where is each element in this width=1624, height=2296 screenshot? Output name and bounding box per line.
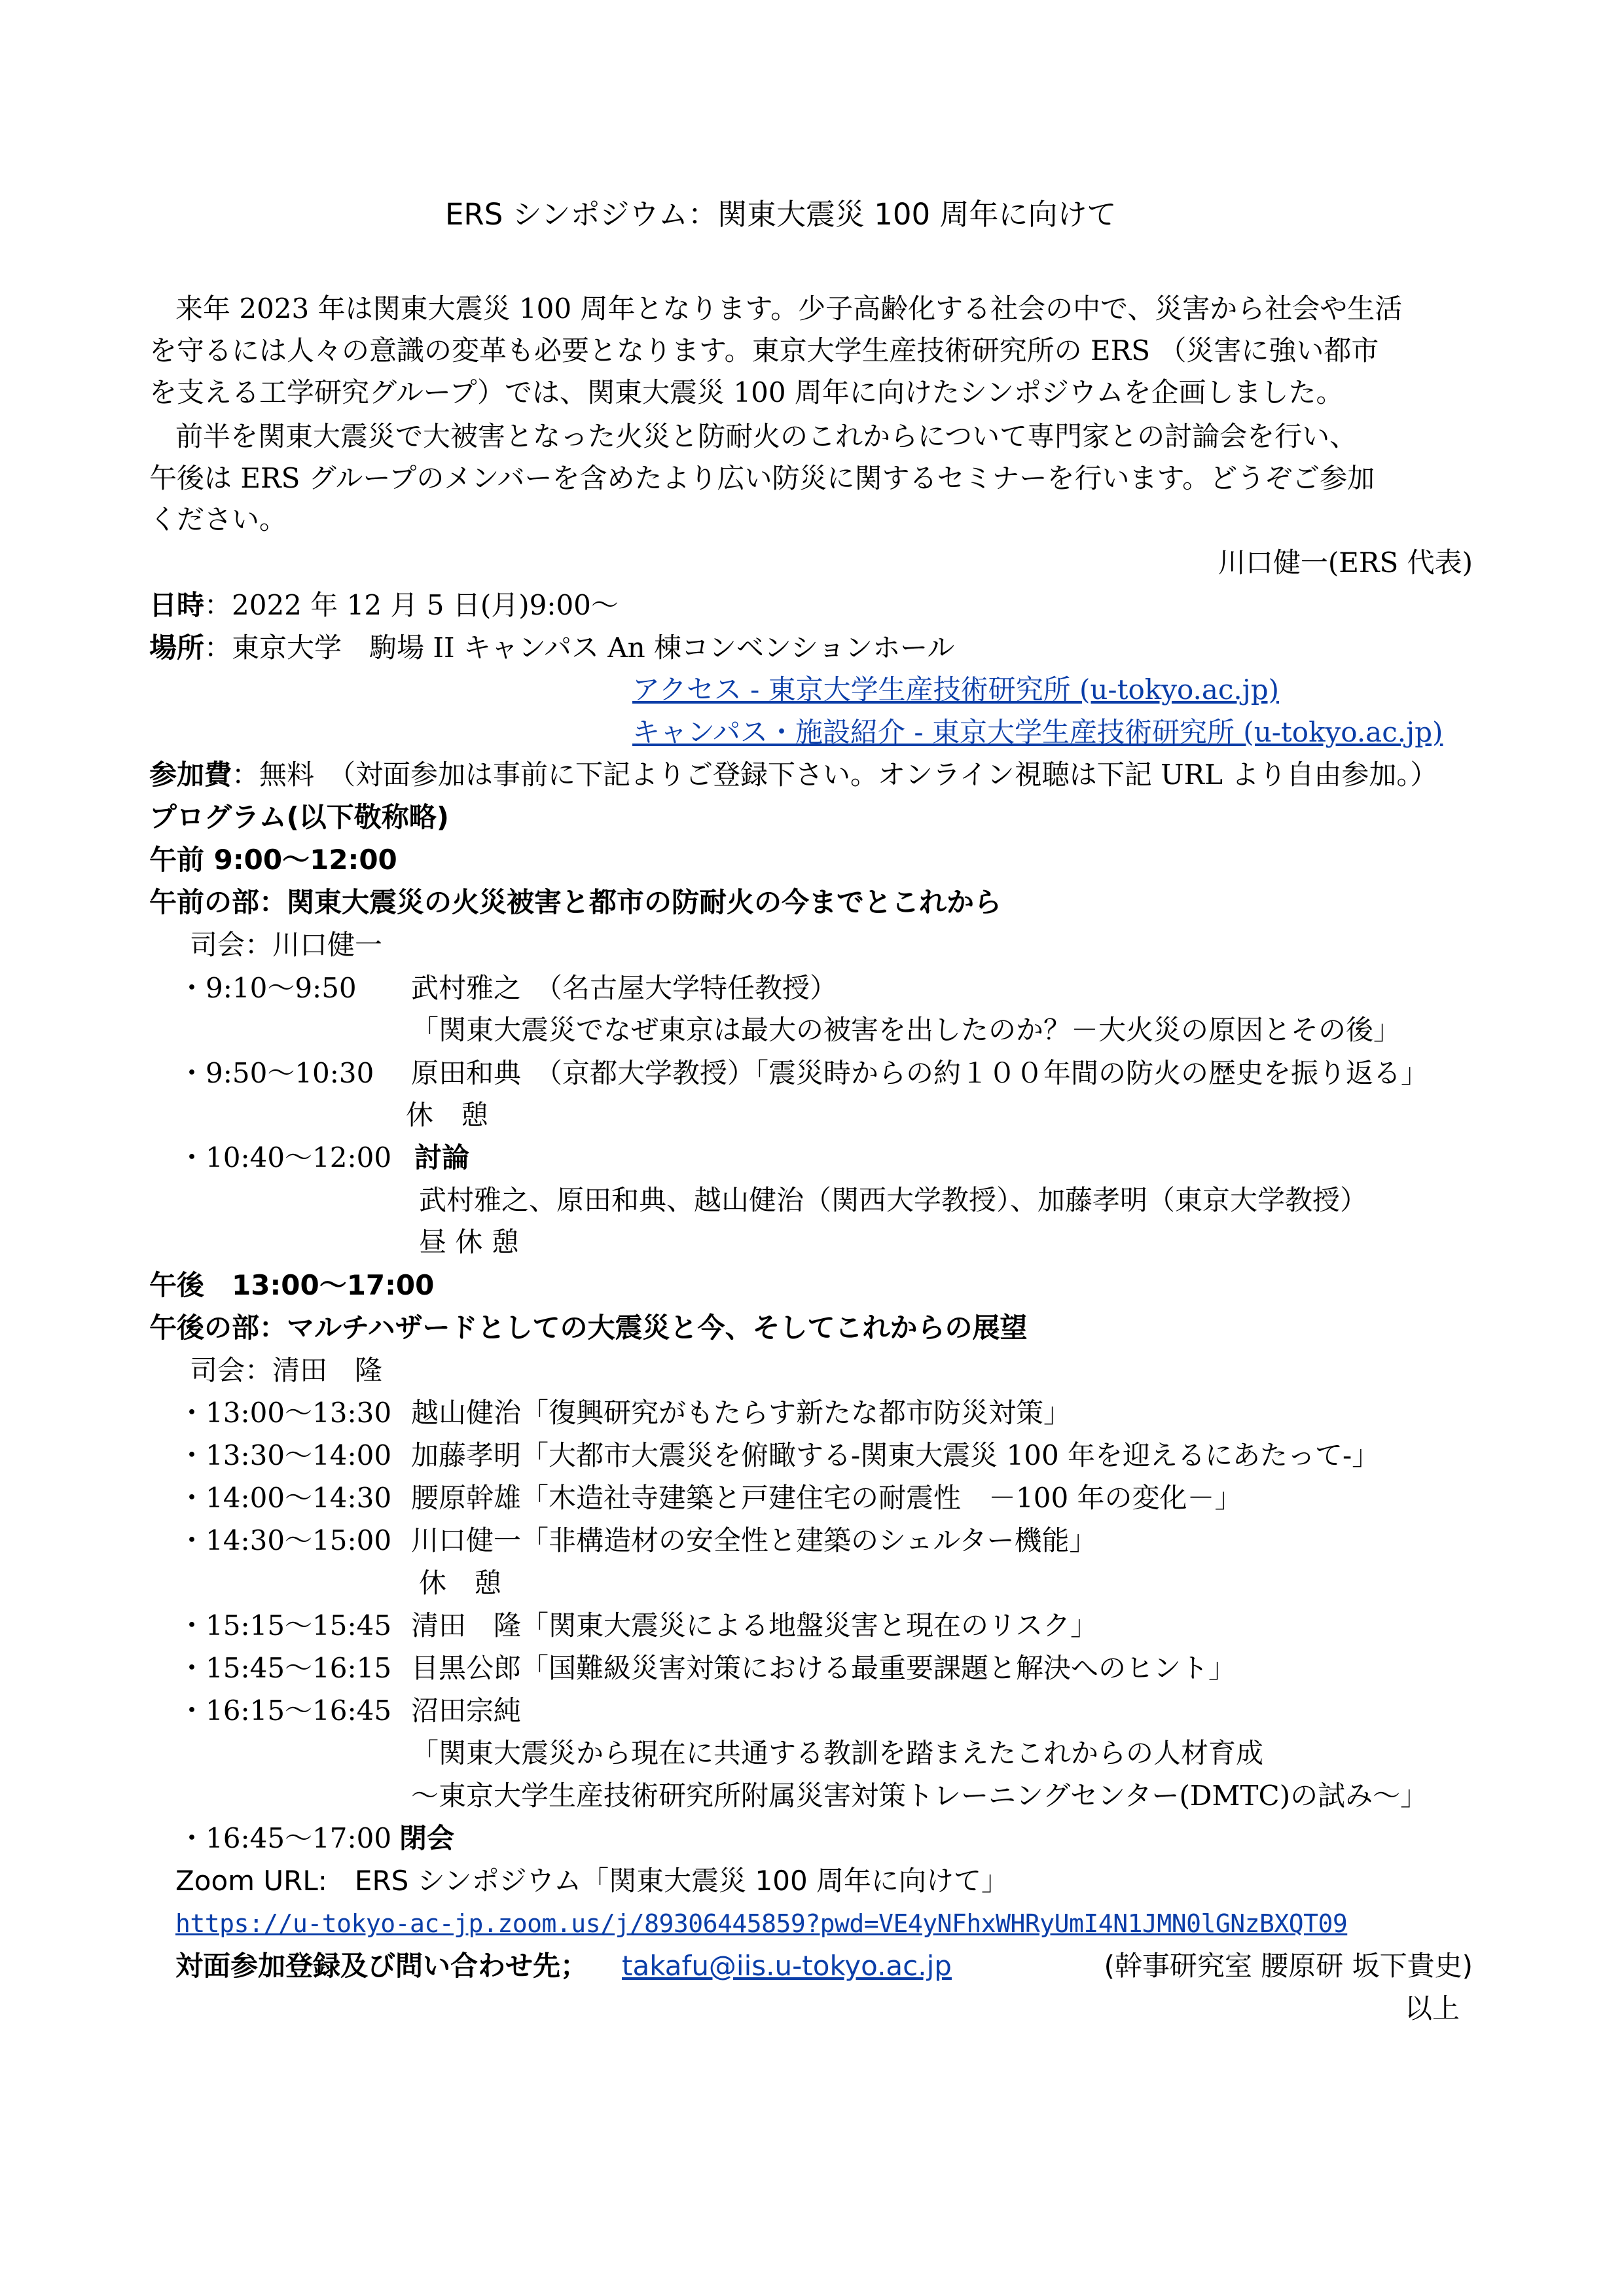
end-mark: 以上 [1404, 1992, 1460, 2024]
pm-item-time: ・14:00～14:30 [178, 1482, 392, 1514]
lunch-break: 昼 休 憩 [419, 1226, 519, 1258]
pm-item-time: ・13:30～14:00 [178, 1439, 392, 1471]
place-row [149, 630, 954, 666]
campus-link[interactable]: キャンパス・施設紹介 - 東京大学生産技術研究所 (u-tokyo.ac.jp) [632, 716, 1443, 748]
pm-item-time: ・15:15～15:45 [178, 1609, 392, 1641]
intro-line: を支える工学研究グループ）では、関東大震災 100 周年に向けたシンポジウムを企画しました。 [149, 376, 1344, 408]
closing-label: 閉会 [399, 1822, 455, 1854]
intro-line: 午後は ERS グループのメンバーを含めたより広い防災に関するセミナーを行います。どうぞご参加 [149, 462, 1375, 494]
date-label: 日時 [149, 589, 205, 621]
contact-label: 対面参加登録及び問い合わせ先； [175, 1950, 588, 1982]
discussion-label: 討論 [414, 1141, 470, 1174]
fee-value: ：無料 （対面参加は事前に下記よりご登録下さい。オンライン視聴は下記 URL より自由参加。） [232, 759, 1438, 791]
intro-line: を守るには人々の意識の変革も必要となります。東京大学生産技術研究所の ERS （災害に強い都市 [149, 334, 1379, 367]
place-value: ：東京大学 駒場 II キャンパス An 棟コンベンションホール [204, 632, 955, 664]
am-item-time: ・9:50～10:30 [178, 1057, 374, 1089]
intro-line: ください。 [149, 503, 287, 535]
pm-item-speaker: 沼田宗純 [411, 1695, 522, 1727]
am-title: ：関東大震災の火災被害と都市の防耐火の今までとこれから [259, 886, 1002, 918]
discussion-time: ・10:40～12:00 [178, 1141, 392, 1174]
zoom-url-link[interactable]: https://u-tokyo-ac-jp.zoom.us/j/89306445859?pwd=VE4yNFhxWHRyUmI4N1JMN0lGNzBXQT09 [175, 1909, 1348, 1938]
intro-line: 来年 2023 年は関東大震災 100 周年となります。少子高齢化する社会の中で、災害から社会や生活 [175, 293, 1403, 325]
pm-item-talk-subtitle: ～東京大学生産技術研究所附属災害対策トレーニングセンター(DMTC)の試み～」 [411, 1780, 1428, 1812]
closing-time: ・16:45～17:00 [178, 1822, 392, 1854]
pm-title: ：マルチハザードとしての大震災と今、そしてこれからの展望 [259, 1312, 1028, 1344]
pm-section-title [149, 1310, 1028, 1346]
pm-item-talk: 清田 隆「関東大震災による地盤災害と現在のリスク」 [411, 1609, 1098, 1641]
pm-item-time: ・14:30～15:00 [178, 1524, 392, 1556]
signature: 川口健一(ERS 代表) [1218, 547, 1473, 579]
am-item-time: ・9:10～9:50 [178, 972, 357, 1004]
place-label: 場所 [149, 632, 205, 664]
contact-note: (幹事研究室 腰原研 坂下貴史) [1104, 1950, 1473, 1982]
access-link[interactable]: アクセス - 東京大学生産技術研究所 (u-tokyo.ac.jp) [632, 673, 1280, 706]
pm-item-time: ・13:00～13:30 [178, 1397, 392, 1429]
pm-item-talk: 目黒公郎「国難級災害対策における最重要課題と解決へのヒント」 [411, 1652, 1236, 1684]
intro-line: 前半を関東大震災で大被害となった火災と防耐火のこれからについて専門家との討論会を行い、 [175, 420, 1358, 452]
am-section-title [149, 884, 1001, 921]
pm-moderator: 司会：清田 隆 [190, 1354, 383, 1386]
fee-label: 参加費 [149, 759, 232, 791]
pm-item-talk: 越山健治「復興研究がもたらす新たな都市防災対策」 [411, 1397, 1072, 1429]
page-title: ERS シンポジウム：関東大震災 100 周年に向けて [445, 197, 1117, 232]
am-time: 午前 9:00～12:00 [149, 844, 397, 876]
discussion-members: 武村雅之、原田和典、越山健治（関西大学教授）、加藤孝明（東京大学教授） [419, 1184, 1368, 1216]
program-heading: プログラム(以下敬称略) [149, 801, 449, 833]
pm-item-time: ・15:45～16:15 [178, 1652, 392, 1684]
pm-time: 午後 13:00～17:00 [149, 1269, 435, 1301]
zoom-label: Zoom URL: ERS シンポジウム「関東大震災 100 周年に向けて」 [175, 1865, 1009, 1897]
am-item-speaker: 武村雅之 （名古屋大学特任教授） [411, 972, 838, 1004]
am-label: 午前の部 [149, 886, 260, 918]
pm-item-talk: 加藤孝明「大都市大震災を俯瞰する-関東大震災 100 年を迎えるにあたって-」 [411, 1439, 1380, 1471]
fee-row [149, 757, 1437, 793]
am-break: 休 憩 [406, 1099, 489, 1131]
pm-label: 午後の部 [149, 1312, 260, 1344]
date-row [149, 587, 619, 624]
pm-break: 休 憩 [419, 1567, 502, 1599]
am-item-talk: 「関東大震災でなぜ東京は最大の被害を出したのか？－大火災の原因とその後」 [411, 1014, 1401, 1046]
pm-item-talk: 川口健一「非構造材の安全性と建築のシェルター機能」 [411, 1524, 1097, 1556]
pm-item-time: ・16:15～16:45 [178, 1695, 392, 1727]
pm-item-talk: 「関東大震災から現在に共通する教訓を踏まえたこれからの人材育成 [411, 1737, 1264, 1769]
date-value: ：2022 年 12 月 5 日(月)9:00～ [204, 589, 619, 621]
contact-email-link[interactable]: takafu@iis.u-tokyo.ac.jp [622, 1950, 952, 1982]
am-moderator: 司会：川口健一 [190, 929, 383, 961]
pm-item-talk: 腰原幹雄「木造社寺建築と戸建住宅の耐震性 －100 年の変化－」 [411, 1482, 1242, 1514]
am-item-speaker: 原田和典 （京都大学教授）「震災時からの約１００年間の防火の歴史を振り返る」 [411, 1057, 1429, 1089]
